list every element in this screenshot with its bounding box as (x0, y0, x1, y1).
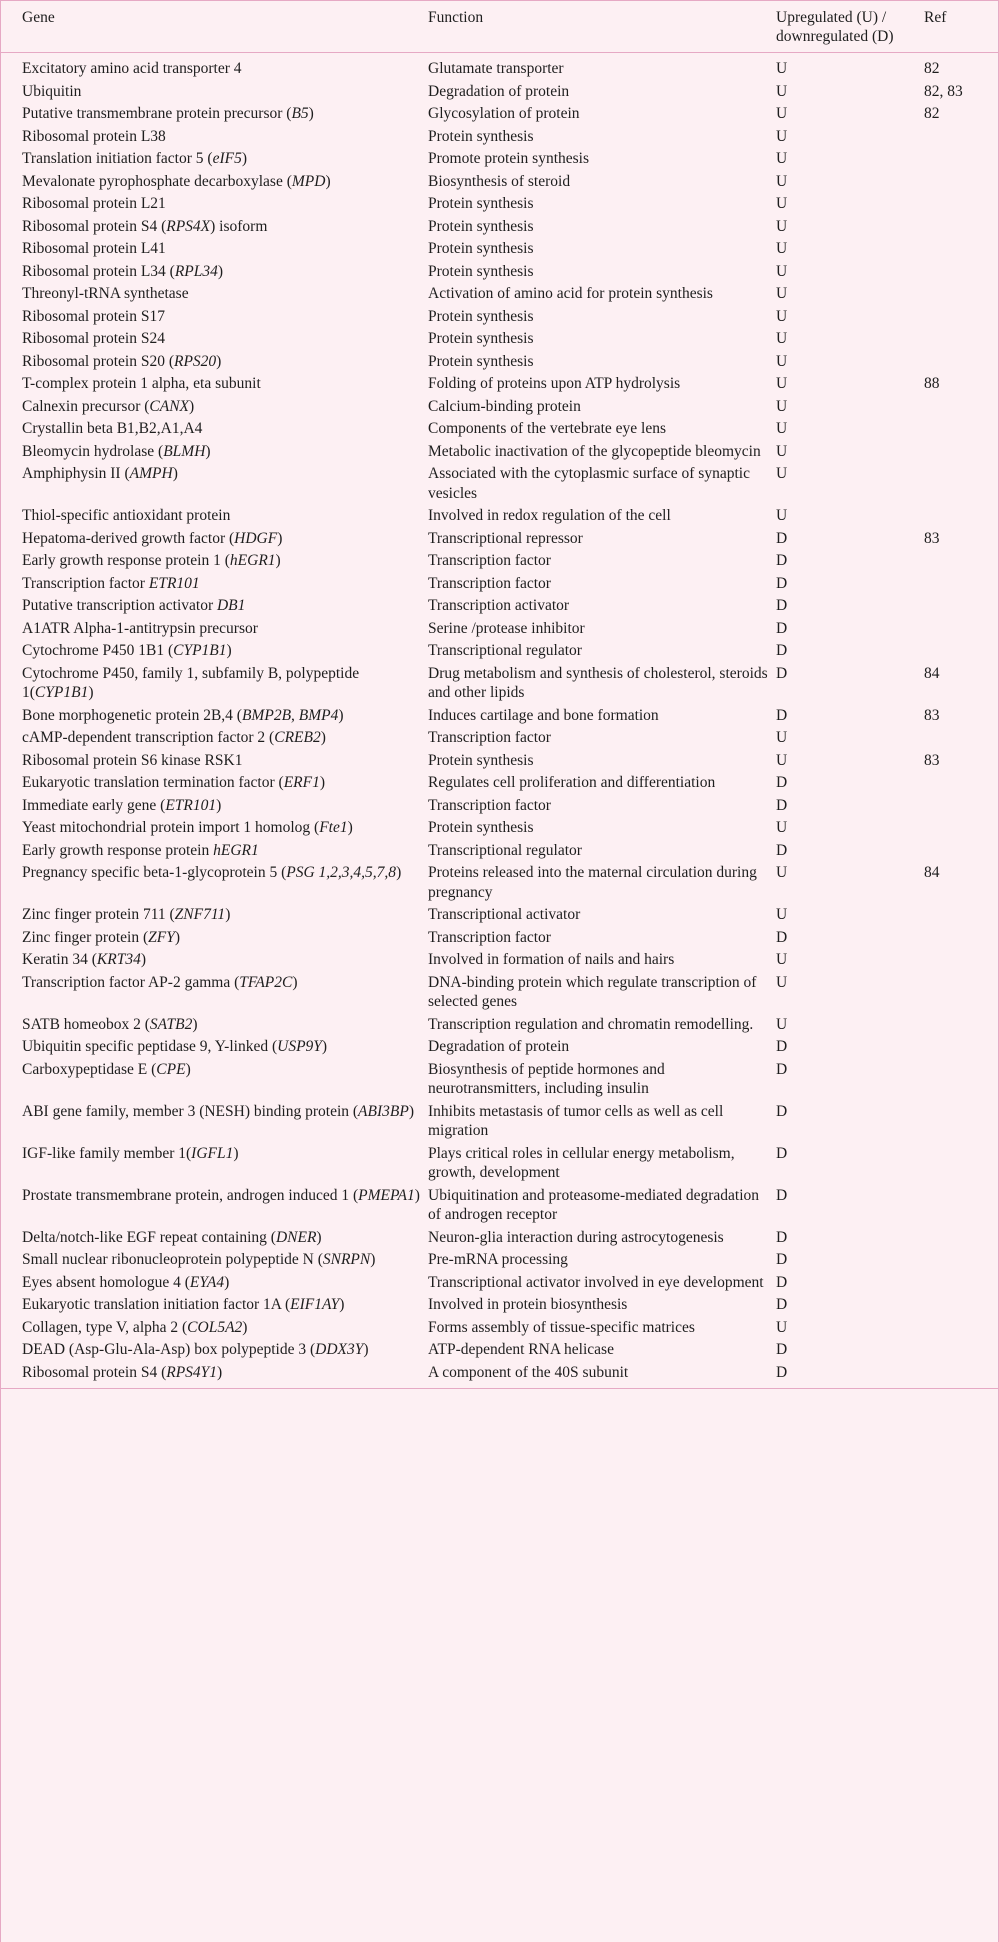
gene-cell: Zinc finger protein 711 (ZNF711) (22, 906, 231, 923)
regulation-cell: U (776, 420, 788, 437)
function-cell: A component of the 40S subunit (428, 1360, 774, 1389)
gene-cell: Ribosomal protein S17 (22, 307, 165, 325)
regulation-cell: D (776, 1296, 788, 1313)
ref-cell: 82 (924, 60, 940, 77)
regulation-cell: D (776, 928, 788, 946)
regulation-cell: D (776, 1102, 788, 1120)
function-cell: Protein synthesis (428, 307, 534, 325)
function-cell: Involved in protein biosynthesis (428, 1296, 628, 1313)
function-cell: Protein synthesis (428, 352, 534, 370)
gene-cell: Mevalonate pyrophosphate decarboxylase (MPD) (22, 172, 331, 190)
ref-cell: 83 (924, 751, 940, 769)
function-cell: Glycosylation of protein (428, 105, 580, 122)
gene-cell: Translation initiation factor 5 (eIF5) (22, 150, 248, 167)
function-cell: DNA-binding protein which regulate transcription of selected genes (428, 973, 757, 1010)
function-cell: Pre-mRNA processing (428, 1251, 568, 1268)
regulation-cell: U (776, 465, 788, 482)
regulation-cell: U (776, 60, 788, 77)
gene-cell: Hepatoma-derived growth factor (HDGF) (22, 529, 283, 547)
function-cell: Drug metabolism and synthesis of cholesterol, steroids and other lipids (428, 664, 768, 701)
function-cell: Protein synthesis (428, 751, 534, 769)
gene-cell: Transcription factor ETR101 (22, 574, 200, 592)
regulation-cell: U (776, 262, 788, 280)
function-cell: Transcription regulation and chromatin remodelling. (428, 1015, 754, 1033)
function-cell: Transcriptional regulator (428, 841, 582, 859)
regulation-cell: U (776, 352, 788, 370)
function-cell: Transcription factor (428, 928, 551, 946)
gene-cell: Calnexin precursor (CANX) (22, 397, 195, 415)
function-cell: Transcriptional activator (428, 906, 581, 923)
regulation-cell: U (776, 729, 788, 746)
gene-cell: ABI gene family, member 3 (NESH) binding protein (ABI3BP) (22, 1102, 415, 1120)
gene-cell: Transcription factor AP-2 gamma (TFAP2C) (22, 973, 298, 991)
function-cell: Inhibits metastasis of tumor cells as well as cell migration (428, 1102, 724, 1139)
function-cell: Transcriptional activator involved in eye development (428, 1273, 764, 1291)
function-cell: Transcriptional repressor (428, 529, 583, 547)
gene-cell: T-complex protein 1 alpha, eta subunit (22, 375, 261, 392)
regulation-cell: D (776, 1341, 788, 1358)
function-cell: Degradation of protein (428, 82, 570, 100)
gene-cell: Yeast mitochondrial protein import 1 homolog (Fte1) (22, 819, 353, 836)
regulation-cell: D (776, 552, 788, 569)
function-cell: Transcription activator (428, 597, 570, 614)
regulation-cell: D (776, 619, 788, 637)
gene-cell: Eukaryotic translation termination factor (ERF1) (22, 774, 326, 791)
gene-cell: Zinc finger protein (ZFY) (22, 928, 180, 946)
gene-cell: Ubiquitin (22, 82, 82, 100)
regulation-cell: D (776, 642, 788, 659)
gene-cell: Small nuclear ribonucleoprotein polypeptide N (SNRPN) (22, 1251, 376, 1268)
gene-cell: Eyes absent homologue 4 (EYA4) (22, 1273, 230, 1291)
gene-cell: Thiol-specific antioxidant protein (22, 507, 231, 524)
regulation-cell: U (776, 864, 788, 881)
function-cell: Promote protein synthesis (428, 150, 590, 167)
regulation-cell: U (776, 285, 788, 302)
regulation-cell: U (776, 82, 788, 100)
function-cell: ATP-dependent RNA helicase (428, 1341, 614, 1358)
function-cell: Plays critical roles in cellular energy metabolism, growth, development (428, 1144, 735, 1181)
gene-cell: Ribosomal protein S24 (22, 330, 165, 347)
function-cell: Protein synthesis (428, 330, 534, 347)
regulation-cell: U (776, 951, 788, 968)
regulation-cell: D (776, 1273, 788, 1291)
regulation-cell: U (776, 507, 788, 524)
function-cell: Forms assembly of tissue-specific matrices (428, 1318, 695, 1336)
gene-cell: DEAD (Asp-Glu-Ala-Asp) box polypeptide 3 (DDX3Y) (22, 1341, 369, 1358)
function-cell: Transcription factor (428, 552, 551, 569)
regulation-cell: U (776, 1318, 788, 1336)
gene-cell: Ribosomal protein L41 (22, 240, 166, 257)
regulation-cell: U (776, 150, 788, 167)
ref-cell: 88 (924, 375, 940, 392)
gene-cell: A1ATR Alpha-1-antitrypsin precursor (22, 619, 258, 637)
function-cell: Induces cartilage and bone formation (428, 706, 659, 724)
function-cell: Transcription factor (428, 574, 551, 592)
function-cell: Protein synthesis (428, 195, 534, 212)
regulation-cell: U (776, 973, 788, 991)
function-cell: Ubiquitination and proteasome-mediated degradation of androgen receptor (428, 1186, 759, 1223)
regulation-cell: U (776, 127, 788, 145)
ref-cell: 82, 83 (924, 82, 963, 100)
regulation-cell: D (776, 706, 788, 724)
regulation-cell: U (776, 240, 788, 257)
function-cell: Proteins released into the maternal circulation during pregnancy (428, 864, 757, 901)
regulation-cell: D (776, 1251, 788, 1268)
gene-cell: Cytochrome P450 1B1 (CYP1B1) (22, 642, 232, 659)
regulation-cell: U (776, 375, 788, 392)
regulation-cell: D (776, 529, 788, 547)
regulation-cell: U (776, 307, 788, 325)
function-cell: Associated with the cytoplasmic surface of synaptic vesicles (428, 465, 750, 502)
function-cell: Regulates cell proliferation and differentiation (428, 774, 716, 791)
gene-cell: Threonyl-tRNA synthetase (22, 285, 189, 302)
regulation-cell: U (776, 195, 788, 212)
function-cell: Biosynthesis of peptide hormones and neurotransmitters, including insulin (428, 1060, 665, 1097)
function-cell: Degradation of protein (428, 1038, 570, 1055)
gene-cell: Ribosomal protein L38 (22, 127, 166, 145)
gene-cell: Ribosomal protein S4 (RPS4X) isoform (22, 217, 268, 235)
gene-cell: Ribosomal protein L34 (RPL34) (22, 262, 224, 280)
header-gene: Gene (0, 1, 428, 53)
ref-cell: 82 (924, 105, 940, 122)
function-cell: Protein synthesis (428, 819, 534, 836)
gene-cell: Excitatory amino acid transporter 4 (22, 60, 242, 77)
function-cell: Protein synthesis (428, 240, 534, 257)
gene-cell: Early growth response protein 1 (hEGR1) (22, 552, 281, 569)
header-regulation: Upregulated (U) / downregulated (D) (774, 1, 924, 53)
function-cell: Components of the vertebrate eye lens (428, 420, 667, 437)
function-cell: Protein synthesis (428, 127, 534, 145)
gene-cell: Delta/notch-like EGF repeat containing (DNER) (22, 1228, 322, 1246)
ref-cell: 84 (924, 864, 940, 881)
header-ref: Ref (924, 1, 999, 53)
gene-cell: Ribosomal protein S4 (RPS4Y1) (0, 1360, 428, 1389)
function-cell: Biosynthesis of steroid (428, 172, 571, 190)
regulation-cell: U (776, 442, 788, 460)
function-cell: Involved in formation of nails and hairs (428, 951, 675, 968)
function-cell: Transcription factor (428, 796, 551, 814)
regulation-cell: U (776, 819, 788, 836)
function-cell: Glutamate transporter (428, 60, 564, 77)
function-cell: Protein synthesis (428, 217, 534, 235)
gene-cell: IGF-like family member 1(IGFL1) (22, 1144, 239, 1162)
function-cell: Protein synthesis (428, 262, 534, 280)
function-cell: Transcriptional regulator (428, 642, 582, 659)
gene-cell: Cytochrome P450, family 1, subfamily B, polypeptide 1(CYP1B1) (22, 664, 360, 701)
regulation-cell: D (776, 774, 788, 791)
function-cell: Serine /protease inhibitor (428, 619, 585, 637)
regulation-cell: D (776, 1228, 788, 1246)
gene-cell: Prostate transmembrane protein, androgen induced 1 (PMEPA1) (22, 1186, 420, 1204)
regulation-cell: U (776, 105, 788, 122)
regulation-cell: D (776, 574, 788, 592)
gene-cell: Ribosomal protein S20 (RPS20) (22, 352, 222, 370)
gene-cell: Putative transcription activator DB1 (22, 597, 246, 614)
header-function: Function (428, 1, 774, 53)
function-cell: Folding of proteins upon ATP hydrolysis (428, 375, 681, 392)
function-cell: Transcription factor (428, 729, 551, 746)
regulation-cell: D (774, 1360, 924, 1389)
regulation-cell: U (776, 330, 788, 347)
gene-cell: SATB homeobox 2 (SATB2) (22, 1015, 198, 1033)
gene-cell: Immediate early gene (ETR101) (22, 796, 222, 814)
gene-cell: Ribosomal protein L21 (22, 195, 166, 212)
ref-cell: 83 (924, 529, 940, 547)
gene-cell: Ribosomal protein S6 kinase RSK1 (22, 751, 243, 769)
regulation-cell: D (776, 664, 788, 682)
regulation-cell: U (776, 172, 788, 190)
function-cell: Calcium-binding protein (428, 397, 581, 415)
gene-cell: Pregnancy specific beta-1-glycoprotein 5 (PSG 1,2,3,4,5,7,8) (22, 864, 402, 881)
regulation-cell: D (776, 796, 788, 814)
gene-cell: Early growth response protein hEGR1 (22, 841, 259, 859)
regulation-cell: U (776, 906, 788, 923)
gene-cell: Crystallin beta B1,B2,A1,A4 (22, 420, 203, 437)
regulation-cell: U (776, 217, 788, 235)
gene-cell: Putative transmembrane protein precursor (B5) (22, 105, 314, 122)
function-cell: Involved in redox regulation of the cell (428, 507, 671, 524)
regulation-cell: U (776, 751, 788, 769)
regulation-cell: U (776, 397, 788, 415)
regulation-cell: D (776, 597, 788, 614)
function-cell: Activation of amino acid for protein synthesis (428, 285, 713, 302)
gene-cell: Carboxypeptidase E (CPE) (22, 1060, 191, 1078)
regulation-cell: D (776, 841, 788, 859)
regulation-cell: D (776, 1144, 788, 1162)
gene-cell: Ubiquitin specific peptidase 9, Y-linked (USP9Y) (22, 1038, 328, 1055)
ref-cell: 83 (924, 706, 940, 724)
gene-cell: Bone morphogenetic protein 2B,4 (BMP2B, BMP4) (22, 706, 344, 724)
gene-cell: Collagen, type V, alpha 2 (COL5A2) (22, 1318, 248, 1336)
gene-cell: Amphiphysin II (AMPH) (22, 465, 178, 482)
regulation-cell: D (776, 1038, 788, 1055)
regulation-cell: U (776, 1015, 788, 1033)
gene-cell: Keratin 34 (KRT34) (22, 951, 146, 968)
gene-cell: Bleomycin hydrolase (BLMH) (22, 442, 211, 460)
regulation-cell: D (776, 1060, 788, 1078)
ref-cell: 84 (924, 664, 940, 682)
gene-cell: cAMP-dependent transcription factor 2 (CREB2) (22, 729, 326, 746)
function-cell: Metabolic inactivation of the glycopeptide bleomycin (428, 442, 761, 460)
regulation-cell: D (776, 1186, 788, 1204)
gene-cell: Eukaryotic translation initiation factor 1A (EIF1AY) (22, 1296, 345, 1313)
function-cell: Neuron-glia interaction during astrocytogenesis (428, 1228, 724, 1246)
